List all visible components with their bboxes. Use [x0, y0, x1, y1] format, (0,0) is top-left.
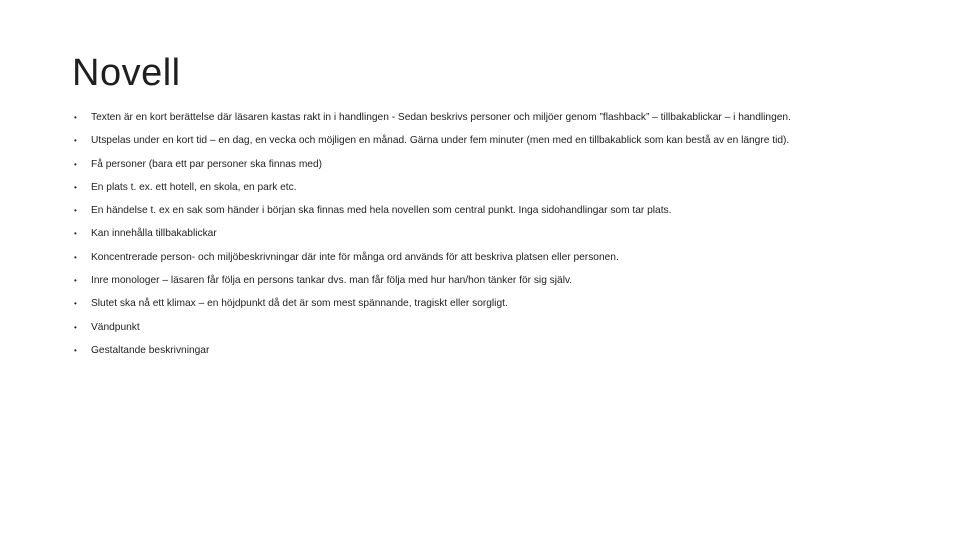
list-item [72, 133, 932, 156]
bullet-icon: • [74, 136, 77, 146]
bullet-icon: • [74, 159, 77, 169]
slide-title: Novell [72, 52, 181, 94]
list-item-text: Vändpunkt [91, 321, 140, 333]
list-item-text: Texten är en kort berättelse där läsaren kastas rakt in i handlingen - Sedan beskrivs personer och miljöer genom ”flashback” – tillbakablickar – i handlingen. [91, 112, 791, 123]
bullet-icon: • [74, 345, 77, 355]
bullet-icon: • [74, 299, 77, 309]
list-item [72, 157, 932, 180]
bullet-icon: • [74, 206, 77, 216]
bullet-icon: • [74, 229, 77, 239]
list-item [72, 110, 932, 133]
list-item [72, 296, 932, 319]
list-item [72, 226, 932, 249]
bullet-icon: • [74, 322, 77, 332]
list-item-text: Gestaltande beskrivningar [91, 344, 210, 356]
list-item-text: Koncentrerade person- och miljöbeskrivningar där inte för många ord används för att beskriva platsen eller personen. [91, 251, 619, 263]
list-item [72, 320, 932, 343]
list-item-text: En plats t. ex. ett hotell, en skola, en park etc. [91, 181, 297, 193]
list-item-text: Utspelas under en kort tid – en dag, en vecka och möjligen en månad. Gärna under fem minuter (men med en tillbakablick som kan bestå av en längre tid). [91, 135, 790, 147]
bullet-icon: • [74, 182, 77, 192]
bullet-icon: • [74, 276, 77, 286]
list-item-text: Kan innehålla tillbakablickar [91, 228, 217, 240]
list-item-text: En händelse t. ex en sak som händer i början ska finnas med hela novellen som central punkt. Inga sidohandlingar som tar plats. [91, 205, 672, 217]
bullet-icon: • [74, 113, 77, 122]
list-item [72, 203, 932, 226]
bullet-list [72, 110, 932, 366]
list-item [72, 343, 932, 366]
list-item [72, 250, 932, 273]
list-item-text: Slutet ska nå ett klimax – en höjdpunkt då det är som mest spännande, tragiskt eller sorgligt. [91, 298, 508, 310]
list-item-text: Inre monologer – läsaren får följa en persons tankar dvs. man får följa med hur han/hon tänker för sig själv. [91, 275, 573, 287]
list-item [72, 273, 932, 296]
list-item-text: Få personer (bara ett par personer ska finnas med) [91, 158, 323, 170]
list-item [72, 180, 932, 203]
bullet-icon: • [74, 252, 77, 262]
